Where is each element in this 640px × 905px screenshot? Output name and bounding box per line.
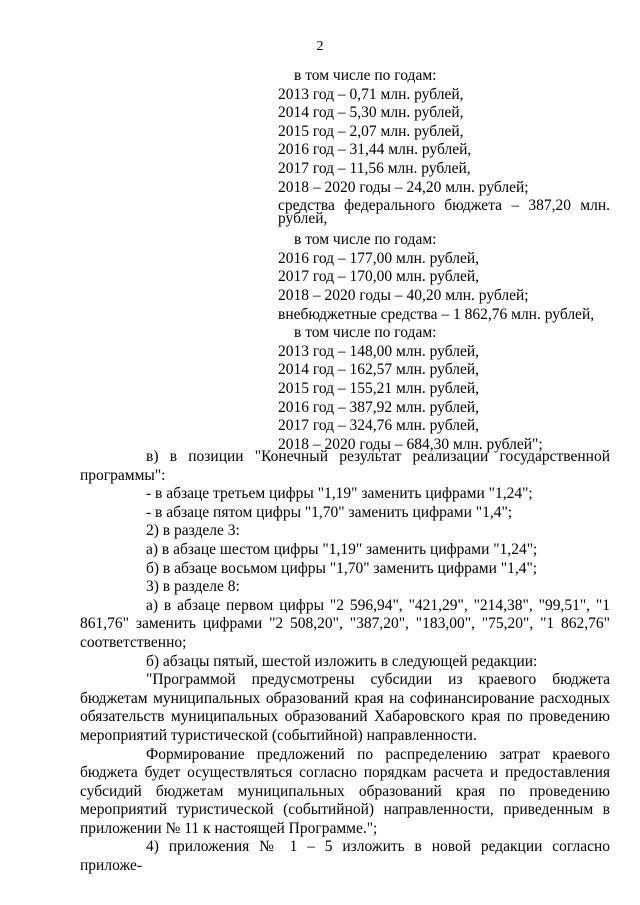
funding-line: 2017 год – 170,00 млн. рублей, [278,268,480,286]
paragraph: 3) в разделе 8: [146,578,240,596]
funding-line: 2017 год – 11,56 млн. рублей, [278,159,471,177]
paragraph: в) в позиции "Конечный результат реализации государственной программы": [80,448,610,484]
paragraph: - в абзаце пятом цифры "1,70" заменить цифрами "1,4"; [146,503,513,521]
funding-line: 2018 – 2020 годы – 24,20 млн. рублей; [278,178,529,196]
paragraph: "Программой предусмотрены субсидии из краевого бюджета бюджетам муниципальных образований края на софинансирование расходных обязательств муниципальных образований Хабаровского края по проведению мероприятий туристической (событийной) направленности. [80,671,610,744]
amendments-text [80,448,610,876]
funding-line-federal: средства федерального бюджета – 387,20 млн. рублей, [278,197,610,228]
funding-line: 2014 год – 162,57 млн. рублей, [278,361,480,379]
paragraph: - в абзаце третьем цифры "1,19" заменить цифрами "1,24"; [146,485,533,503]
funding-line: 2018 – 2020 годы – 684,30 млн. рублей"; [278,435,543,453]
paragraph: Формирование предложений по распределению затрат краевого бюджета будет осуществляться согласно порядкам расчета и предоставления субсидий бюджетам муниципальных образований края по проведению мероприятий туристической (событийной) направленности, приведенным в приложении № 11 к настоящей Программе."; [80,745,610,837]
funding-line: 2015 год – 155,21 млн. рублей, [278,379,480,397]
funding-breakdown [278,67,610,454]
funding-line: 2016 год – 31,44 млн. рублей, [278,141,472,159]
funding-line: 2016 год – 387,92 млн. рублей, [278,398,480,416]
funding-line: 2015 год – 2,07 млн. рублей, [278,122,464,140]
funding-line: в том числе по годам: [294,67,437,84]
paragraph: 4) приложения № 1 – 5 изложить в новой редакции согласно приложе- [80,838,610,875]
funding-line: внебюджетные средства – 1 862,76 млн. рублей, [278,305,595,323]
funding-line: 2013 год – 0,71 млн. рублей, [278,85,464,103]
funding-line: 2013 год – 148,00 млн. рублей, [278,342,480,360]
funding-line: в том числе по годам: [294,231,437,249]
paragraph: а) в абзаце первом цифры "2 596,94", "421,29", "214,38", "99,51", "1 861,76" заменить цифрами "2 508,20", "387,20", "183,00", "75,20", "1 862,76" соответственно; [80,596,610,651]
paragraph: б) абзацы пятый, шестой изложить в следующей редакции: [146,652,538,670]
funding-line: 2014 год – 5,30 млн. рублей, [278,104,464,122]
paragraph: а) в абзаце шестом цифры "1,19" заменить цифрами "1,24"; [146,540,538,558]
page-number: 2 [316,39,324,54]
funding-line: в том числе по годам: [294,324,437,342]
funding-line: 2016 год – 177,00 млн. рублей, [278,249,480,267]
paragraph: б) в абзаце восьмом цифры "1,70" заменить цифрами "1,4"; [146,559,538,577]
paragraph: 2) в разделе 3: [146,522,240,540]
funding-line: 2018 – 2020 годы – 40,20 млн. рублей; [278,286,529,304]
funding-line: 2017 год – 324,76 млн. рублей, [278,417,480,435]
